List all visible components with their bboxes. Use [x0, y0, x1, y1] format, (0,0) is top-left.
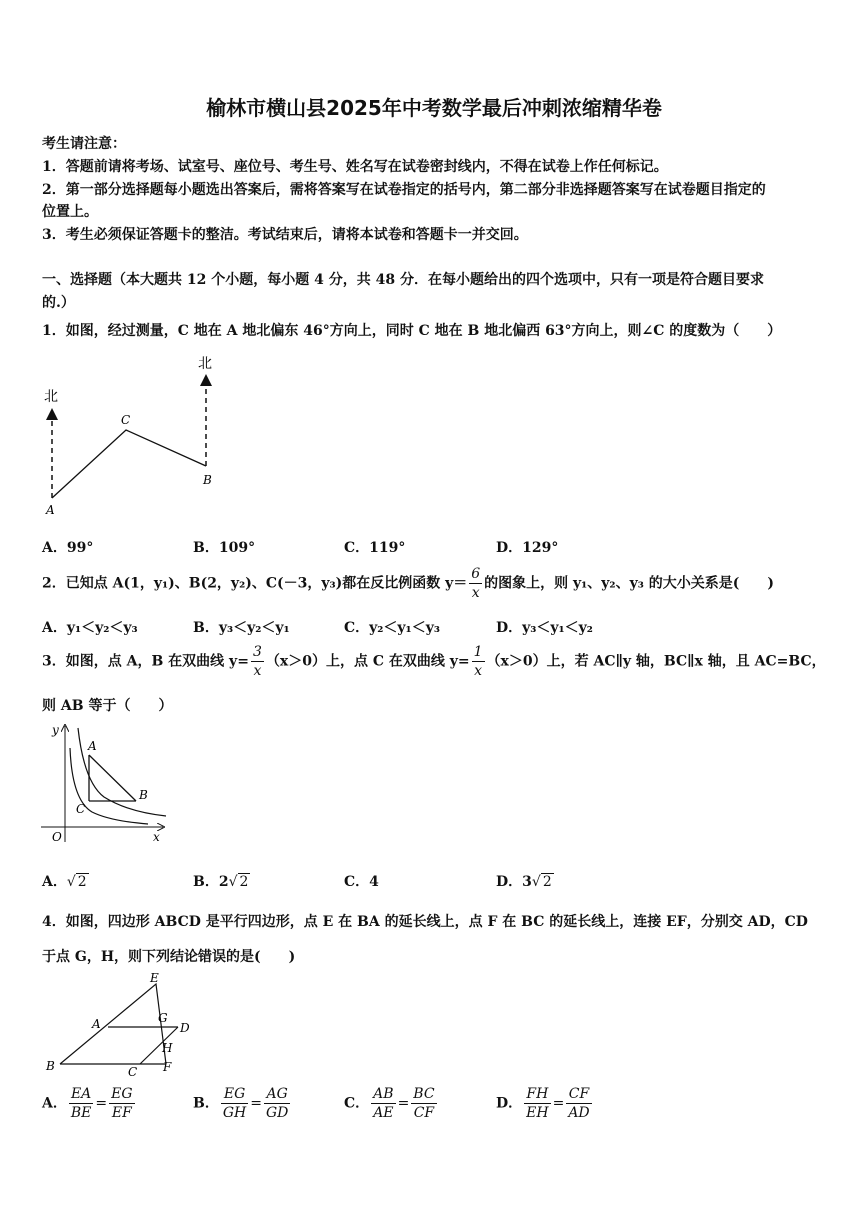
path-acb [52, 430, 206, 498]
q4-stem: 4．如图，四边形 ABCD 是平行四边形，点 E 在 BA 的延长线上，点 F 在 BC 的延长线上，连接 EF，分别交 AD，CD [42, 914, 808, 930]
notice-item-1: 1．答题前请将考场、试室号、座位号、考生号、姓名写在试卷密封线内，不得在试卷上作任何标记。 [42, 159, 668, 175]
section-heading-cont: 的.） [42, 295, 75, 311]
sqrt-symbol: √ 2 [66, 874, 87, 890]
q3-option-c[interactable]: C．4 [344, 874, 379, 890]
q3-fraction-2: $\frac{1}{x}$ [473, 644, 483, 679]
q1-stem: 1．如图，经过测量，C 地在 A 地北偏东 46°方向上，同时 C 地在 B 地北偏西 63°方向上，则∠C 的度数为（ ） [42, 323, 782, 339]
y-axis-label: y [52, 723, 59, 737]
q3-stem-cont: 则 AB 等于（ ） [42, 698, 173, 714]
q4-figure [42, 970, 202, 1078]
segment-ab [89, 755, 136, 801]
point-b-label: B [203, 473, 212, 487]
q4-option-a[interactable]: A． $\frac{EA}{BE}$ = $\frac{EG}{EF}$ [42, 1086, 133, 1121]
q4-option-c[interactable]: C． $\frac{AB}{AE}$ = $\frac{BC}{CF}$ [344, 1086, 435, 1121]
page-title: 榆林市横山县2025年中考数学最后冲刺浓缩精华卷 [206, 96, 662, 120]
notice-heading: 考生请注意： [42, 136, 126, 152]
q3-option-a[interactable]: A．√ 2 [42, 874, 87, 890]
point-a-label: A [88, 739, 97, 753]
q2-option-b[interactable]: B．y₃＜y₂＜y₁ [193, 620, 290, 636]
q3-option-d[interactable]: D．3√ 2 [496, 874, 552, 890]
north-label-2: 北 [198, 356, 212, 372]
q4-option-d[interactable]: D． $\frac{FH}{EH}$ = $\frac{CF}{AD}$ [496, 1086, 590, 1121]
q2-option-d[interactable]: D．y₃＜y₁＜y₂ [496, 620, 593, 636]
q3-figure [38, 720, 173, 845]
q3-stem: 3．如图，点 A，B 在双曲线 y= $\frac{3}{x}$ （x＞0）上，点 C 在双曲线 y= $\frac{1}{x}$ （x＞0）上，若 AC∥y 轴，BC∥x 轴，且 AC=BC， [42, 644, 826, 679]
sqrt-symbol: √ 2 [531, 874, 552, 890]
q3-option-b[interactable]: B．2√ 2 [193, 874, 249, 890]
notice-item-2: 2．第一部分选择题每小题选出答案后，需将答案写在试卷指定的括号内，第二部分非选择题答案写在试卷题目指定的 [42, 182, 766, 198]
point-e-label: E [150, 971, 159, 985]
origin-label: O [52, 830, 62, 844]
q1-option-d[interactable]: D．129° [496, 540, 559, 556]
point-a-label: A [46, 503, 55, 517]
q1-option-b[interactable]: B．109° [193, 540, 256, 556]
point-f-label: F [163, 1060, 172, 1074]
point-b-label: B [46, 1059, 55, 1073]
notice-item-2-cont: 位置上。 [42, 204, 98, 220]
q4-option-b[interactable]: B． $\frac{EG}{GH}$ = $\frac{AG}{GD}$ [193, 1086, 289, 1121]
point-a-label: A [92, 1017, 101, 1031]
north-label-1: 北 [44, 389, 58, 405]
point-c-label: C [76, 802, 86, 816]
x-axis-label: x [153, 830, 160, 844]
triangle-ebf [60, 984, 166, 1064]
point-b-label: B [139, 788, 148, 802]
q1-figure [38, 348, 228, 520]
q4-stem-cont: 于点 G，H，则下列结论错误的是( ) [42, 949, 296, 965]
q2-fraction: $\frac{6}{x}$ [471, 566, 481, 601]
notice-item-3: 3．考生必须保证答题卡的整洁。考试结束后，请将本试卷和答题卡一并交回。 [42, 227, 528, 243]
section-heading: 一、选择题（本大题共 12 个小题，每小题 4 分，共 48 分．在每小题给出的四个选项中，只有一项是符合题目要求 [42, 272, 764, 288]
sqrt-symbol: √ 2 [228, 874, 249, 890]
q3-fraction-1: $\frac{3}{x}$ [252, 644, 262, 679]
point-c-label: C [128, 1065, 138, 1078]
q2-option-c[interactable]: C．y₂＜y₁＜y₃ [344, 620, 440, 636]
point-c-label: C [121, 413, 131, 427]
q1-option-a[interactable]: A．99° [42, 540, 94, 556]
point-d-label: D [180, 1021, 190, 1035]
q2-option-a[interactable]: A．y₁＜y₂＜y₃ [42, 620, 138, 636]
point-g-label: G [158, 1011, 168, 1025]
q2-stem: 2．已知点 A(1，y₁)、B(2，y₂)、C(－3，y₃)都在反比例函数 y＝ $\frac{6}{x}$ 的图象上，则 y₁、y₂、y₃ 的大小关系是( ) [42, 566, 774, 601]
point-h-label: H [162, 1041, 173, 1055]
q1-option-c[interactable]: C．119° [344, 540, 406, 556]
